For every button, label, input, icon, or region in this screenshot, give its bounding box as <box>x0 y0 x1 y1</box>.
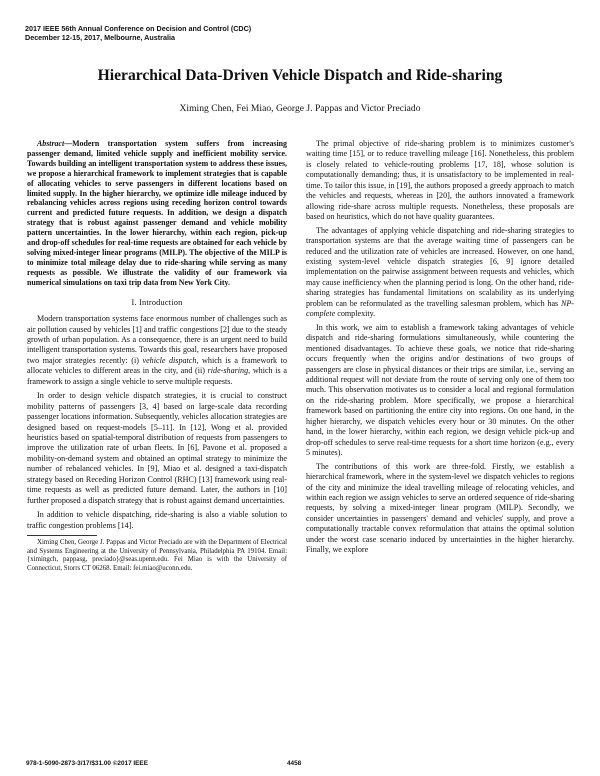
body-paragraph-2: The advantages of applying vehicle dispatching and ride-sharing strategies to transportation systems are that the average waiting time of passengers can be reduced and the utilization rate of vehicles are increased. However, on one hand, existing system-level vehicle dispatch strategies [6, 9] ignore detailed implementation on the pairwise assignment between requests and vehicles, which may cause inefficiency when the planning period is long. On the other hand, ride-sharing strategies has fundamental limitations on scalability as its underlying problem can be reformulated as the travelling salesman problem, which has NP-complete complexity. <box>306 225 574 319</box>
copyright-isbn: 978-1-5090-2873-3/17/$31.00 ©2017 IEEE <box>26 760 148 767</box>
body-paragraph-4: The contributions of this work are three-fold. Firstly, we establish a hierarchical framework, where in the system-level we dispatch vehicles to regions of the city and minimize the ideal travelling mileage of relocating vehicles, and within each region we assign vehicles to serve an ordered sequence of ride-sharing requests, by solving a mixed-integer linear program (MILP). Secondly, we consider uncertainties in passengers' demand and vehicles' supply, and prove a computationally tractable convex reformulation that attains the optimal solution under the worst case scenario induced by uncertainties in the higher hierarchy. Finally, we explore <box>306 461 574 555</box>
body-paragraph-3: In this work, we aim to establish a framework taking advantages of vehicle dispatch and ride-sharing formulations simultaneously, while countering the mentioned disadvantages. To achieve these goals, we notice that ride-sharing occurs frequently when the origins and/or destinations of two groups of passengers are close in physical distances or their trips are similar, i.e., serving an additional request will not deviate from the route of serving only one of them too much. This observation motivates us to consider a local and regional formulation on the ride-sharing problem. More specifically, we propose a hierarchical framework based on partitioning the entire city into regions. On one hand, in the higher hierarchy, we dispatch vehicles every hour or 30 minutes. On the other hand, in the lower hierarchy, within each region, we design vehicle pick-up and drop-off schedules to serve real-time requests for a short time horizon (e.g., every 5 minutes). <box>306 322 574 458</box>
conference-name: 2017 IEEE 56th Annual Conference on Decision and Control (CDC) <box>25 24 252 33</box>
abstract-text: Modern transportation system suffers from increasing passenger demand, limited vehicle supply and inefficient mobility service. Towards building an intelligent transportation system to address these issues, we propose a hierarchical framework to implement strategies that is capable of allocating vehicles to serve passengers in different locations based on limited supply. In the higher hierarchy, we optimize idle mileage induced by rebalancing vehicles across regions using receding horizon control towards current and predicted future requests. In addition, we design a dispatch strategy that is robust against passenger demand and vehicle mobility pattern uncertainties. In the lower hierarchy, within each region, pick-up and drop-off schedules for real-time requests are obtained for each vehicle by solving mixed-integer linear programs (MILP). The objective of the MILP is to minimize total mileage delay due to ride-sharing while serving as many requests as possible. We illustrate the validity of our framework via numerical simulations on taxi trip data from New York City. <box>27 139 287 287</box>
author-affiliation-footnote: Ximing Chen, George J. Pappas and Victor Preciado are with the Department of Electrical and Systems Engineering at the University of Pennsylvania, Philadelphia PA 19104. Email:{ximingch, pappasg, preciado}@seas.upenn.edu. Fei Miao is with the University of Connecticut, Storrs CT 06268. Email: fei.miao@uconn.edu. <box>27 539 287 572</box>
intro-paragraph-1: Modern transportation systems face enormous number of challenges such as air pollution caused by vehicles [1] and traffic congestions [2] due to the steady growth of urban population. As a consequence, there is an urgent need to build intelligent transportation systems. Towards this goal, researchers have proposed two major strategies recently: (i) vehicle dispatch, which is a framework to allocate vehicles to different areas in the city, and (ii) ride-sharing, which is a framework to assign a single vehicle to serve multiple requests. <box>27 314 287 386</box>
left-column <box>27 139 287 573</box>
abstract-label: Abstract <box>37 139 65 148</box>
section-heading-introduction: I. Introduction <box>131 297 183 307</box>
body-paragraph-1: The primal objective of ride-sharing problem is to minimizes customer's waiting time [15], or to reduce travelling mileage [16]. Nonetheless, this problem is closely related to vehicle-routing problems [17, 18], whose solution is computationally demanding; thus, it is unsatisfactory to be implemented in real-time. To tailor this issue, in [19], the authors proposed a greedy approach to match the vehicles and requests, whereas in [20], the authors innovated a framework allowing ride-share across multiple requests. Nonetheless, these proposals are based on heuristics, which do not have quality guarantees. <box>306 139 574 222</box>
conference-header <box>25 25 251 42</box>
page-number: 4458 <box>287 760 302 767</box>
intro-paragraph-3: In addition to vehicle dispatching, ride-sharing is also a viable solution to traffic congestion problems [14]. <box>27 510 287 530</box>
abstract: Abstract—Modern transportation system suffers from increasing passenger demand, limited vehicle supply and inefficient mobility service. Towards building an intelligent transportation system to address these issues, we propose a hierarchical framework to implement strategies that is capable of allocating vehicles to serve passengers in different locations based on limited supply. In the higher hierarchy, we optimize idle mileage induced by rebalancing vehicles across regions using receding horizon control towards current and predicted future requests. In addition, we design a dispatch strategy that is robust against passenger demand and vehicle mobility pattern uncertainties. In the lower hierarchy, within each region, pick-up and drop-off schedules for real-time requests are obtained for each vehicle by solving mixed-integer linear programs (MILP). The objective of the MILP is to minimize total mileage delay due to ride-sharing while serving as many requests as possible. We illustrate the validity of our framework via numerical simulations on taxi trip data from New York City. <box>27 139 287 287</box>
author-list: Ximing Chen, Fei Miao, George J. Pappas and Victor Preciado <box>179 103 421 114</box>
footnote-rule <box>27 535 97 536</box>
conference-date-location: December 12-15, 2017, Melbourne, Australia <box>25 32 175 42</box>
paper-title: Hierarchical Data-Driven Vehicle Dispatch and Ride-sharing <box>97 67 503 84</box>
right-column <box>306 139 574 556</box>
intro-paragraph-2: In order to design vehicle dispatch strategies, it is crucial to construct mobility patterns of passengers [3, 4] based on large-scale data recording passenger locations information. Subsequently, vehicles allocation strategies are designed based on request-models [5–11]. In [12], Wong et al. provided heuristics based on spatial-temporal distribution of requests from passengers to improve the utilization rate of urban fleets. In [6], Pavone et al. proposed a mobility-on-demand system and obtained an optimal strategy to minimize the number of rebalanced vehicles. In [9], Miao et al. designed a taxi-dispatch strategy based on Receding Horizon Control (RHC) [13] framework using real-time requests as well as predicted future demand. Later, the authors in [10] further proposed a dispatch strategy that is robust against demand uncertainties. <box>27 391 287 505</box>
